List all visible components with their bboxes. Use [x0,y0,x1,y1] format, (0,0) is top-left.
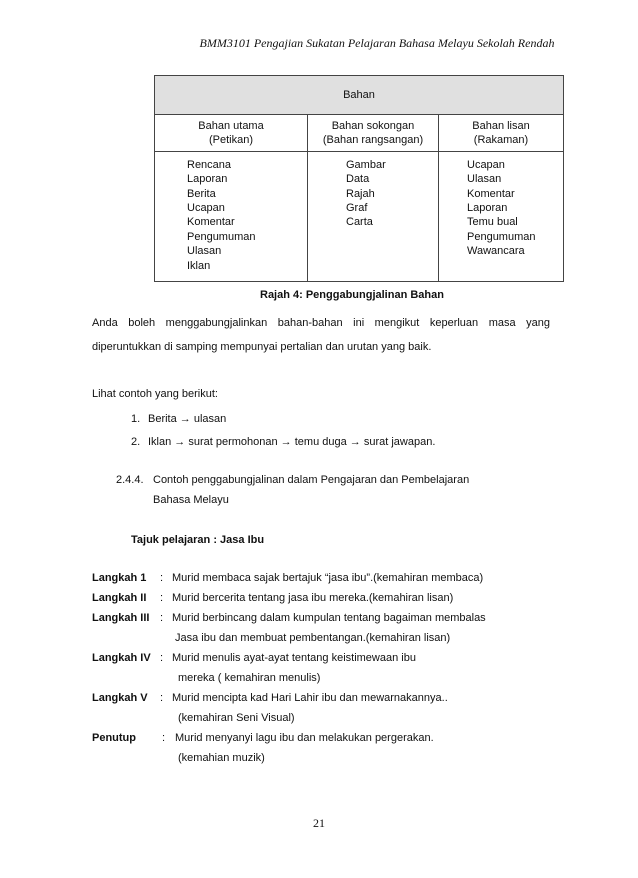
column-sublabel: (Rakaman) [473,134,529,147]
list-item: Data [346,173,370,186]
list-item: Laporan [467,202,508,215]
list-item: Iklan [187,259,211,272]
example-number: 2. [131,436,141,448]
column-sublabel: (Petikan) [208,134,254,147]
column-header [155,115,308,152]
list-item: Ucapan [467,158,505,171]
running-header: BMM3101 Pengajian Sukatan Pelajaran Bahasa Melayu Sekolah Rendah [199,36,555,50]
list-item: Rencana [187,158,232,171]
table-title: Bahan [155,76,564,115]
step-text: Murid menulis ayat-ayat tentang keistimewaan ibu [172,652,416,664]
list-item: Pengumuman [467,230,536,243]
step-text-continued: (kemahiran Seni Visual) [178,712,295,724]
list-item: Laporan [187,173,228,186]
list-item: Ulasan [467,173,502,186]
list-item: Carta [346,216,373,229]
column-label: Bahan sokongan [331,120,415,132]
step-text: Murid bercerita tentang jasa ibu mereka.(kemahiran lisan) [172,592,454,604]
column-sublabel: (Bahan rangsangan) [322,134,424,147]
step-text-continued: mereka ( kemahiran menulis) [178,672,321,684]
list-item: Berita [187,187,216,200]
column-header [308,115,439,152]
list-item: Graf [346,202,368,215]
lesson-title: Tajuk pelajaran : Jasa Ibu [131,534,265,546]
column-list-cell [155,151,308,281]
page-number: 21 [313,816,325,830]
figure-caption: Rajah 4: Penggabungjalinan Bahan [260,289,444,301]
step-separator: : [162,732,166,744]
section-title-continued: Bahasa Melayu [153,494,229,506]
list-item: Wawancara [467,245,525,258]
step-label: Langkah 1 [92,572,147,584]
list-item: Temu bual [467,216,518,229]
section-number: 2.4.4. [116,474,144,486]
step-label: Langkah II [92,592,147,604]
list-item: Komentar [467,187,515,200]
step-text: Murid menyanyi lagu ibu dan melakukan pergerakan. [175,732,434,744]
example-number: 1. [131,413,141,425]
step-label: Penutup [92,732,136,744]
step-text: Murid membaca sajak bertajuk “jasa ibu”.(kemahiran membaca) [172,572,484,584]
step-text-continued: Jasa ibu dan membuat pembentangan.(kemahiran lisan) [175,632,451,644]
step-separator: : [160,612,164,624]
step-label: Langkah III [92,612,150,624]
example-text: Iklan → surat permohonan → temu duga → surat jawapan. [148,436,436,448]
column-list-cell [439,151,564,281]
list-item: Gambar [346,158,386,171]
list-item: Komentar [187,216,235,229]
paragraph-line: diperuntukkan di samping mempunyai pertalian dan urutan yang baik. [92,341,432,353]
materials-table [154,75,564,282]
section-title: Contoh penggabungjalinan dalam Pengajaran dan Pembelajaran [153,474,470,486]
list-item: Pengumuman [187,230,256,243]
list-item: Ucapan [187,202,225,215]
list-item: Ulasan [187,245,222,258]
step-label: Langkah V [92,692,148,704]
step-label: Langkah IV [92,652,151,664]
step-separator: : [160,692,164,704]
list-item: Rajah [346,187,375,200]
step-text-continued: (kemahian muzik) [178,752,265,764]
example-text: Berita → ulasan [148,413,227,425]
paragraph-line: Anda boleh menggabungjalinkan bahan-bahan ini mengikut keperluan masa yang [92,317,550,329]
column-list-cell [308,151,439,281]
step-text: Murid mencipta kad Hari Lahir ibu dan mewarnakannya.. [172,692,448,704]
column-label: Bahan lisan [472,120,530,132]
column-header [439,115,564,152]
step-separator: : [160,652,164,664]
step-text: Murid berbincang dalam kumpulan tentang bagaiman membalas [172,612,486,624]
step-separator: : [160,592,164,604]
example-intro: Lihat contoh yang berikut: [92,388,218,400]
column-label: Bahan utama [198,120,264,132]
step-separator: : [160,572,164,584]
